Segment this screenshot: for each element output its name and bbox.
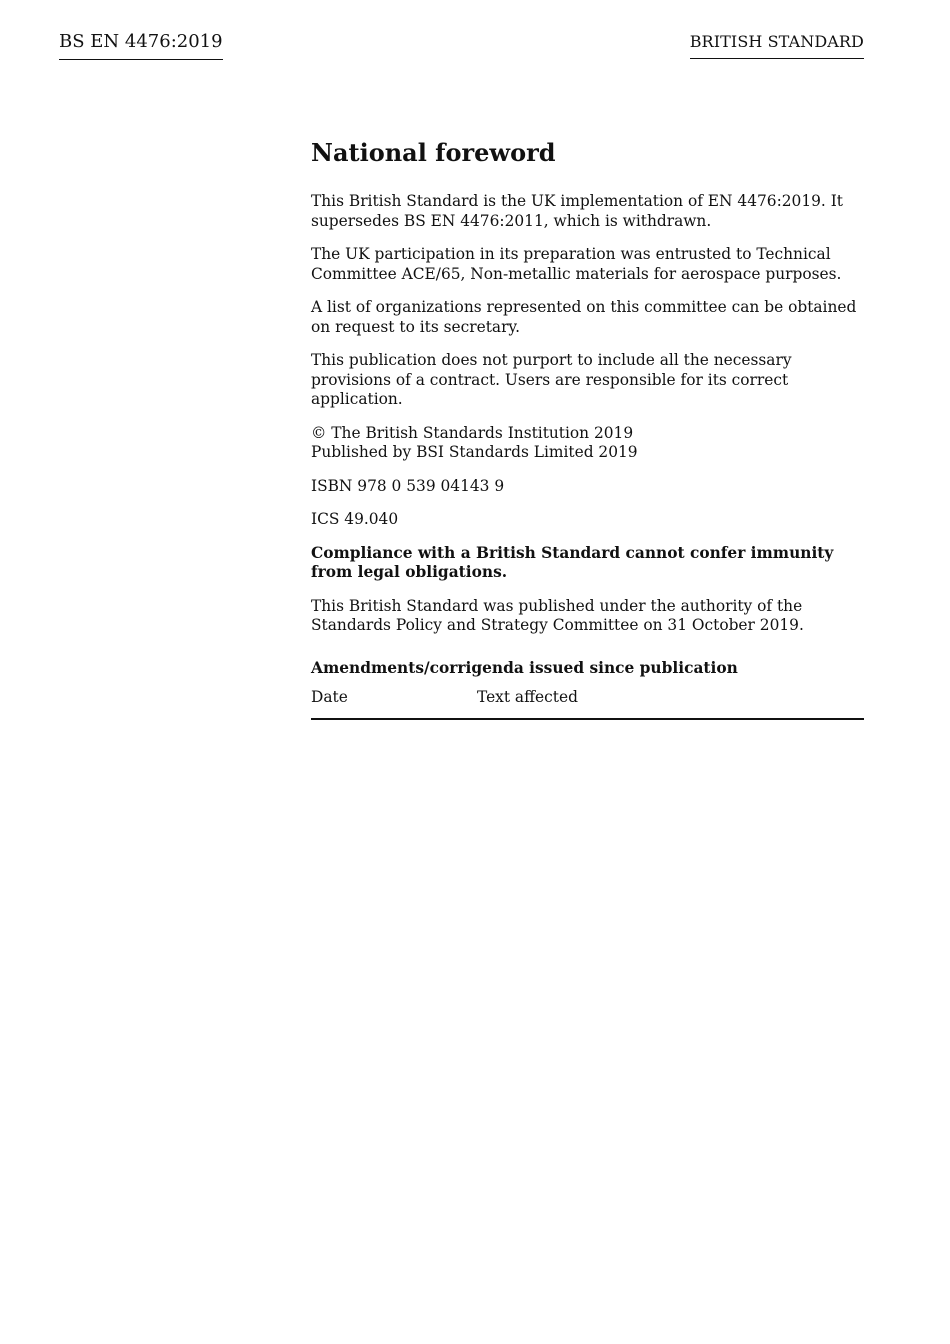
copyright-block (311, 424, 864, 463)
compliance-notice: Compliance with a British Standard cannot confer immunity from legal obligations. (311, 543, 834, 581)
amendments-table (311, 688, 864, 720)
amendments-title: Amendments/corrigenda issued since publication (311, 658, 738, 677)
foreword-paragraph-committee: The UK participation in its preparation was entrusted to Technical Committee ACE/65, Non-metallic materials for aerospace purposes. (311, 245, 842, 283)
column-header-text-affected: Text affected (477, 688, 864, 719)
foreword-paragraph-organizations: A list of organizations represented on this committee can be obtained on request to its secretary. (311, 298, 857, 336)
foreword-paragraph-implementation: This British Standard is the UK implementation of EN 4476:2019. It supersedes BS EN 4476:2011, which is withdrawn. (311, 192, 843, 230)
standard-series-label: BRITISH STANDARD (690, 31, 864, 59)
ics-code: ICS 49.040 (311, 510, 399, 528)
national-foreword-section (311, 138, 864, 720)
authority-statement: This British Standard was published under the authority of the Standards Policy and Strategy Committee on 31 October 2019. (311, 596, 804, 634)
publisher-line: Published by BSI Standards Limited 2019 (311, 443, 638, 461)
copyright-line: © The British Standards Institution 2019 (311, 423, 634, 442)
foreword-paragraph-provisions: This publication does not purport to include all the necessary provisions of a contract. Users are responsible for its correct application. (311, 351, 792, 408)
column-header-date: Date (311, 688, 477, 719)
page-title: National foreword (311, 138, 556, 167)
amendments-header-row (311, 688, 864, 719)
isbn: ISBN 978 0 539 04143 9 (311, 476, 505, 495)
document-code: BS EN 4476:2019 (59, 30, 223, 60)
